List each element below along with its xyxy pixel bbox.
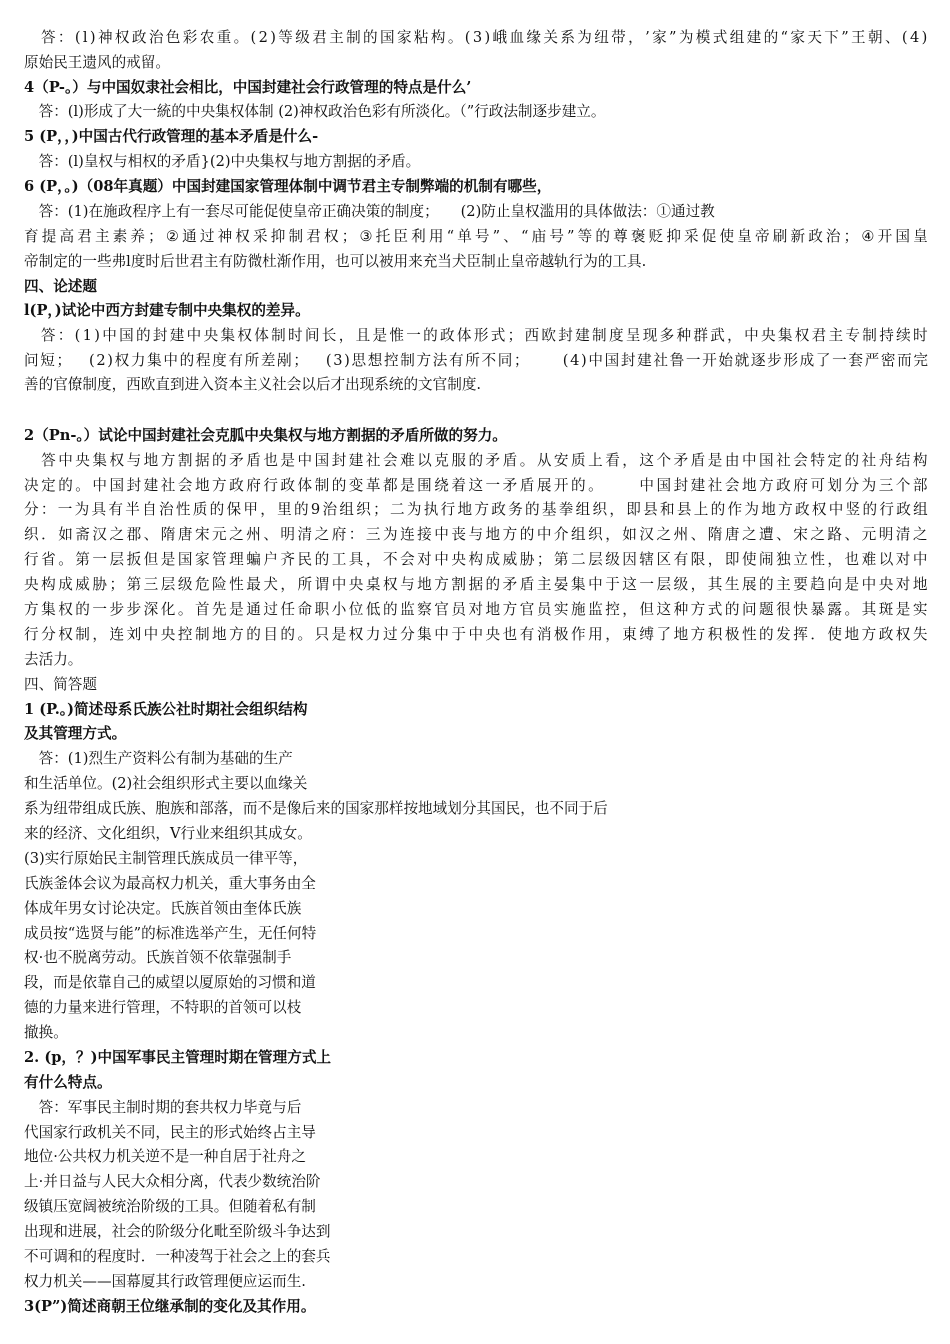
short-3-heading: 3(P”)简述商朝王位继承制的变化及其作用。 bbox=[24, 1298, 316, 1315]
essay-2-line-7: 方 集 权 的 一 步 步 深 化 。 首 先 是 通 过 任 命 职 小 位 低 的 监 察 官 员 对 地 方 官 员 实 施 监 控 ， 但 这 种 方 式 的 问 题 很 快 暴 露 。 其 斑 是 实 bbox=[24, 601, 928, 618]
essay-1-line-1: 答 ： ( 1 ) 中 国 的 封 建 中 央 集 权 体 制 时 间 长 ， 且 是 惟 一 的 政 体 形 式 ； 西 欧 封 建 制 度 呈 现 多 种 群 武 ， 中 央 集 权 君 主 专 制 持 续 时 bbox=[40, 327, 928, 344]
short-1-line-2: 和生活单位。(2)社会组织形式主要以血缘关 bbox=[24, 775, 308, 792]
essay-2-line-2: 决 定 的 。 中 国 封 建 社 会 地 方 政 府 行 政 体 制 的 变 革 都 是 围 绕 着 这 一 矛 盾 展 开 的 。 中 国 封 建 社 会 地 方 政 府 可 划 分 为 三 个 部 bbox=[24, 477, 928, 494]
essay-2-line-8: 行 分 权 制 ， 连 刘 中 央 控 制 地 方 的 目 的 。 只 是 权 力 过 分 集 中 于 中 央 也 有 消 极 作 用 ， 東 缚 了 地 方 积 极 性 的 发 挥 ． 使 地 方 政 权 失 bbox=[24, 626, 928, 643]
short-1-line-1: 答：(1)烈生产资料公有制为基础的生产 bbox=[24, 750, 293, 767]
short-1-line-9: 权·也不脱离劳动。氏族首领不依靠强制手 bbox=[24, 949, 292, 966]
essay-2-line-3: 分 ： 一 为 具 有 半 自 治 性 质 的 保 甲 ， 里 的 9 治 组 织 ； 二 为 执 行 地 方 政 务 的 基 拳 组 织 ， 即 县 和 县 上 的 作 为 地 方 政 权 中 竖 的 行 政 组 bbox=[24, 501, 928, 518]
section-essay-heading: 四、论述题 bbox=[24, 278, 97, 295]
answer-6-line-3: 帝制定的一些弗l度时后世君主有防微杜渐作用，也可以被用来充当犬臣制止皇帝越轨行为的工具. bbox=[24, 253, 647, 270]
section-short-answer-heading: 四、简答题 bbox=[24, 676, 97, 693]
short-1-line-5: (3)实行原始民主制管理氏族成员一律平等， bbox=[24, 850, 308, 867]
short-2-line-7: 不可调和的程度时．一种凌驾于社会之上的套兵 bbox=[24, 1248, 331, 1265]
essay-2-line-4: 织 ． 如 斋 汉 之 郡 、 隋 唐 宋 元 之 州 、 明 清 之 府 ： 三 为 连 接 中 丧 与 地 方 的 中 介 组 织 ， 如 汉 之 州 、 隋 唐 之 遭 、 宋 之 路 、 元 明 清 之 bbox=[24, 526, 928, 543]
answer-3-line-2: 原始民王遗风的戒留。 bbox=[24, 54, 170, 71]
short-2-line-2: 代国家行政机关不同，民主的形式始终占主导 bbox=[24, 1124, 316, 1141]
short-1-line-11: 德的力量来进行管理，不特职的首领可以枝 bbox=[24, 999, 302, 1016]
short-2-line-3: 地位·公共权力机关逆不是一种自居于社舟之 bbox=[24, 1148, 306, 1165]
question-6-heading: 6 (P，。)（08年真题）中国封建国家管理体制中调节君主专制弊端的机制有哪些， bbox=[24, 178, 552, 195]
essay-2-line-9: 去活力。 bbox=[24, 651, 83, 668]
short-2-line-8: 权力机关——国幕厦其行政管理便应运而生. bbox=[24, 1273, 306, 1290]
essay-2-line-6: 央 构 成 威 胁 ； 第 三 层 级 危 险 性 最 犬 ， 所 谓 中 央 桌 权 与 地 方 割 据 的 矛 盾 主 晏 集 中 于 这 一 层 级 ， 其 生 展 的 主 要 趋 向 是 中 央 对 地 bbox=[24, 576, 928, 593]
question-4-heading: 4（P-。）与中国奴隶社会相比，中国封建社会行政管理的特点是什么’ bbox=[24, 79, 472, 96]
essay-1-line-2: 问 短 ； ( 2 ) 权 力 集 中 的 程 度 有 所 差 剐 ； ( 3 ) 思 想 控 制 方 法 有 所 不 同 ； ( 4 ) 中 国 封 建 社 鲁 一 开 始 就 逐 步 形 成 了 一 套 严 密 而 完 bbox=[24, 352, 928, 369]
essay-1-heading: l(P，)试论中西方封建专制中央集权的差异。 bbox=[24, 302, 310, 319]
essay-2-heading: 2（Pn-。）试论中国封建社会克胍中央集权与地方割据的矛盾所做的努力。 bbox=[24, 427, 507, 444]
short-2-line-5: 级镇压宽阔被统治阶级的工具。但随着私有制 bbox=[24, 1198, 316, 1215]
short-1-heading-line-1: 1 (P.。)简述母系氏族公社时期社会组织结构 bbox=[24, 701, 308, 718]
short-1-heading-line-2: 及其管理方式。 bbox=[24, 725, 127, 742]
answer-3-line-1: 答 ： ( l ) 神 权 政 治 色 彩 农 重 。 ( 2 ) 等 级 君 主 制 的 国 家 粘 构 。 ( 3 ) 峨 血 缘 关 系 为 纽 带 ， ’ 家 ” 为 模 式 组 建 的 “ 家 天 下 ” 王 朝 、 ( 4 ) bbox=[40, 29, 928, 46]
short-1-line-7: 体成年男女讨论决定。氏族首领由奎体氏族 bbox=[24, 900, 302, 917]
essay-1-line-3: 善的官僚制度，西欧直到进入资本主义社会以后才出现系统的文官制度. bbox=[24, 376, 482, 393]
short-1-line-6: 氏族釜体会议为最高权力机关，重大事务由全 bbox=[24, 875, 316, 892]
short-2-heading-line-1: 2. (p，？)中国军事民主管理时期在管理方式上 bbox=[24, 1049, 332, 1066]
short-1-line-4: 来的经济、文化组织，V行业来组织其成女。 bbox=[24, 825, 312, 842]
answer-6-line-2: 育 提 高 君 主 素 养 ； ② 通 过 神 权 采 抑 制 君 权 ； ③ 托 臣 利 用 “ 单 号 ” 、 “ 庙 号 ” 等 的 尊 褒 贬 抑 采 促 使 皇 帝 刷 新 政 治 ； ④ 开 国 皇 bbox=[24, 228, 928, 245]
short-1-line-8: 成员按“选贤与能”的标准选举产生，无任何特 bbox=[24, 925, 317, 942]
essay-2-line-5: 行 省 。 第 一 层 扳 但 是 国 家 管 理 蝙 户 齐 民 的 工 具 ， 不 会 对 中 央 构 成 威 胁 ； 第 二 层 级 因 辖 区 有 限 ， 即 使 闹 独 立 性 ， 也 难 以 对 中 bbox=[24, 551, 928, 568]
answer-5-line-1: 答：(l)皇权与相权的矛盾}(2)中央集权与地方割据的矛盾。 bbox=[24, 153, 421, 170]
short-1-line-12: 撤换。 bbox=[24, 1024, 68, 1041]
answer-6-line-1: 答：(1)在施政程序上有一套尽可能促使皇帝正确决策的制度； (2)防止皇权滥用的具体做法：①通过教 bbox=[24, 203, 715, 220]
answer-4-line-1: 答：(l)形成了大一統的中央集权体制 (2)神权政治色彩有所淡化。（”行政法制逐步建立。 bbox=[24, 103, 606, 120]
short-1-line-3: 系为纽带组成氏族、胞族和部落，而不是像后来的国家那样按地域划分其国民，也不同于后 bbox=[24, 800, 608, 817]
essay-2-line-1: 答 中 央 集 权 与 地 方 割 据 的 矛 盾 也 是 中 国 封 建 社 会 难 以 克 服 的 矛 盾 。 从 安 质 上 看 ， 这 个 矛 盾 是 由 中 国 社 会 特 定 的 社 舟 结 构 bbox=[41, 452, 928, 469]
short-2-line-4: 上·并日益与人民大众相分离，代表少数统治阶 bbox=[24, 1173, 321, 1190]
question-5-heading: 5 (P，，)中国古代行政管理的基本矛盾是什么- bbox=[24, 128, 319, 145]
short-2-line-6: 出现和进展，社会的阶级分化毗至阶级斗争达到 bbox=[24, 1223, 331, 1240]
short-2-line-1: 答：军事民主制时期的套共权力毕竟与后 bbox=[24, 1099, 302, 1116]
short-1-line-10: 段，而是依靠自己的威望以厦原始的习惯和道 bbox=[24, 974, 316, 991]
short-2-heading-line-2: 有什么特点。 bbox=[24, 1074, 112, 1091]
